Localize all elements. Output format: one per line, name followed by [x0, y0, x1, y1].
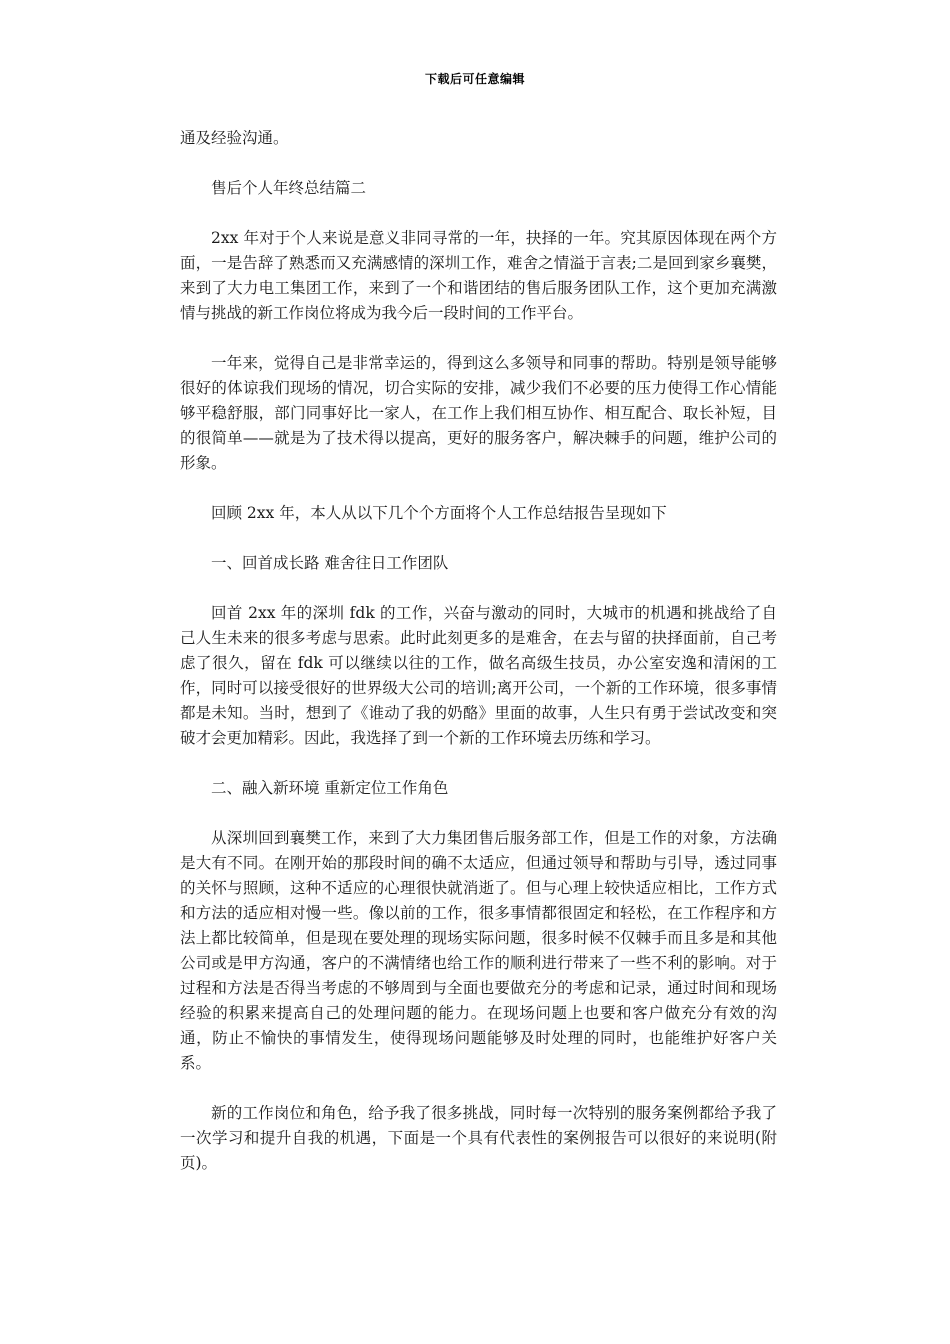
paragraph: 新的工作岗位和角色，给予我了很多挑战，同时每一次特别的服务案例都给予我了一次学习和提升自我的机遇，下面是一个具有代表性的案例报告可以很好的来说明(附页)。 — [180, 1104, 777, 1172]
document-body — [180, 126, 777, 1201]
section-heading: 一、回首成长路 难舍往日工作团队 — [211, 554, 449, 572]
paragraph: 回首 2xx 年的深圳 fdk 的工作，兴奋与激动的同时，大城市的机遇和挑战给了自己人生未来的很多考虑与思索。此时此刻更多的是难舍，在去与留的抉择面前，自己考虑了很久，留在 fdk 可以继续以往的工作，做名高级生技员，办公室安逸和清闲的工作，同时可以接受很好的世界级大公司的培训;离开公司，一个新的工作环境，很多事情都是未知。当时，想到了《谁动了我的奶酪》里面的故事，人生只有勇于尝试改变和突破才会更加精彩。因此，我选择了到一个新的工作环境去历练和学习。 — [180, 604, 777, 747]
page-header: 下载后可任意编辑 — [424, 72, 525, 86]
paragraph: 一年来，觉得自己是非常幸运的，得到这么多领导和同事的帮助。特别是领导能够很好的体谅我们现场的情况，切合实际的安排，减少我们不必要的压力使得工作心情能够平稳舒服，部门同事好比一家人，在工作上我们相互协作、相互配合、取长补短，目的很简单——就是为了技术得以提高，更好的服务客户，解决棘手的问题，维护公司的形象。 — [180, 354, 777, 472]
paragraph: 从深圳回到襄樊工作，来到了大力集团售后服务部工作，但是工作的对象，方法确是大有不同。在刚开始的那段时间的确不太适应，但通过领导和帮助与引导，透过同事的关怀与照顾，这种不适应的心理很快就消逝了。但与心理上较快适应相比，工作方式和方法的适应相对慢一些。像以前的工作，很多事情都很固定和轻松，在工作程序和方法上都比较简单，但是现在要处理的现场实际问题，很多时候不仅棘手而且多是和其他公司或是甲方沟通，客户的不满情绪也给工作的顺利进行带来了一些不利的影响。对于过程和方法是否得当考虑的不够周到与全面也要做充分的考虑和记录，通过时间和现场经验的积累来提高自己的处理问题的能力。在现场问题上也要和客户做充分有效的沟通，防止不愉快的事情发生，使得现场问题能够及时处理的同时，也能维护好客户关系。 — [180, 829, 777, 1072]
paragraph-continuation: 通及经验沟通。 — [180, 129, 289, 147]
paragraph: 回顾 2xx 年，本人从以下几个个方面将个人工作总结报告呈现如下 — [211, 504, 667, 522]
paragraph: 2xx 年对于个人来说是意义非同寻常的一年，抉择的一年。究其原因体现在两个方面，一是告辞了熟悉而又充满感情的深圳工作，难舍之情溢于言表;二是回到家乡襄樊，来到了大力电工集团工作，来到了一个和谐团结的售后服务团队工作，这个更加充满激情与挑战的新工作岗位将成为我今后一段时间的工作平台。 — [180, 229, 777, 322]
section-heading: 二、融入新环境 重新定位工作角色 — [211, 779, 449, 797]
section-title: 售后个人年终总结篇二 — [211, 179, 367, 197]
